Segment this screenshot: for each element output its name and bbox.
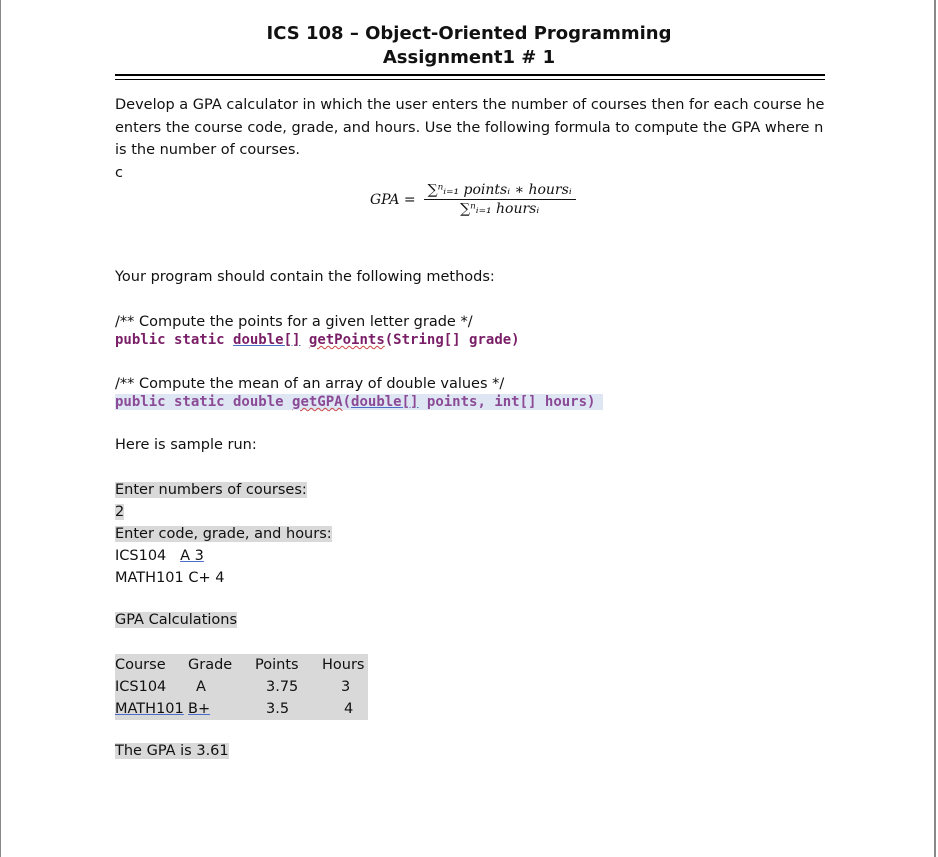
- stray-character: c: [115, 165, 123, 181]
- sig-part: public static double: [115, 394, 293, 410]
- table-header-row: [115, 654, 368, 676]
- method2-comment: /** Compute the mean of an array of double values */: [115, 376, 505, 392]
- sig-part: [300, 332, 308, 348]
- cell-points: 3.5: [266, 701, 290, 717]
- methods-intro: Your program should contain the following methods:: [115, 269, 495, 285]
- header-points: Points: [255, 657, 299, 673]
- prompt-courses: Enter numbers of courses:: [115, 482, 307, 498]
- cell-grade: A: [196, 679, 206, 695]
- formula-fraction: [424, 182, 576, 217]
- sample-intro: Here is sample run:: [115, 437, 257, 453]
- table-row: [115, 698, 368, 720]
- cell-hours: 3: [341, 679, 351, 695]
- gpa-table: [115, 654, 368, 720]
- header-course: Course: [115, 657, 166, 673]
- header-grade: Grade: [188, 657, 233, 673]
- sig-part: double[]: [233, 332, 301, 348]
- method2-signature: [115, 394, 603, 410]
- cell-course: MATH101: [115, 701, 184, 717]
- sample-run: [115, 479, 332, 589]
- document-title: ICS 108 – Object-Oriented Programming: [266, 23, 672, 44]
- formula-denominator: ∑ⁿᵢ₌₁ hoursᵢ: [460, 201, 540, 217]
- method1-signature: [115, 332, 520, 348]
- sig-part: getPoints: [308, 332, 385, 348]
- entry-line-1-code: ICS104: [115, 548, 167, 564]
- prompt-code-grade-hours: Enter code, grade, and hours:: [115, 526, 332, 542]
- gpa-formula: [370, 182, 576, 217]
- document-subtitle: Assignment1 # 1: [382, 47, 556, 68]
- cell-grade: B+: [188, 701, 211, 717]
- calc-title: GPA Calculations: [115, 612, 238, 628]
- formula-lhs: GPA =: [370, 191, 416, 208]
- formula-numerator: ∑ⁿᵢ₌₁ pointsᵢ ∗ hoursᵢ: [424, 182, 576, 200]
- sig-part: getGPA: [292, 394, 343, 410]
- intro-paragraph: Develop a GPA calculator in which the user enters the number of courses then for each course he enters the course code, grade, and hours. Use the following formula to compute the GPA where n is the number of courses.: [115, 97, 825, 158]
- sig-part: (: [342, 394, 352, 410]
- header-hours: Hours: [322, 657, 365, 673]
- sig-part: points, int[] hours): [418, 394, 596, 410]
- sig-part: (String[] grade): [384, 332, 520, 348]
- method1-comment: /** Compute the points for a given letter grade */: [115, 314, 473, 330]
- sig-part: double[]: [351, 394, 419, 410]
- input-courses: 2: [115, 504, 125, 520]
- double-rule-top: [115, 74, 825, 76]
- cell-hours: 4: [344, 701, 354, 717]
- entry-line-2: MATH101 C+ 4: [115, 570, 225, 586]
- cell-course: ICS104: [115, 679, 167, 695]
- entry-line-1-rest: A 3: [180, 548, 204, 564]
- double-rule-bottom: [115, 79, 825, 80]
- gpa-result: The GPA is 3.61: [115, 743, 229, 759]
- table-row: [115, 676, 368, 698]
- sig-part: public static: [115, 332, 234, 348]
- cell-points: 3.75: [266, 679, 299, 695]
